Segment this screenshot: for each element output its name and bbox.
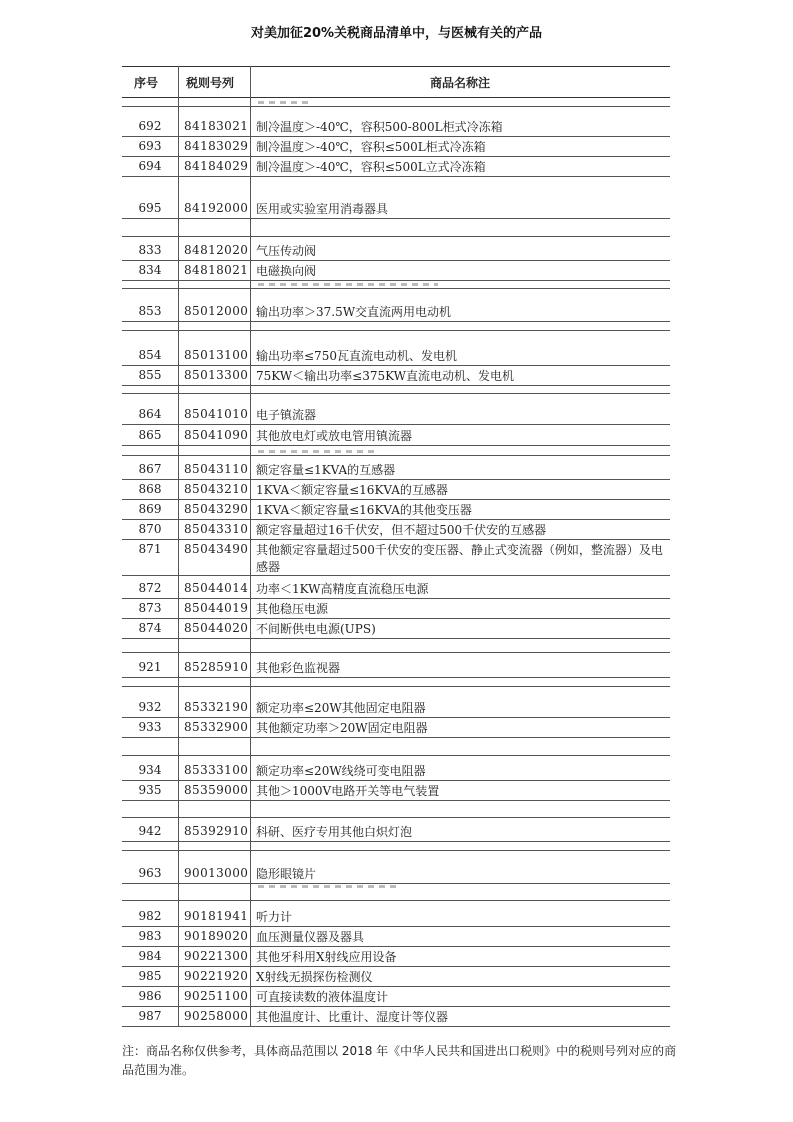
group-separator (122, 393, 670, 394)
product-name: 医用或实验室用消毒器具 (256, 202, 389, 216)
product-name: 其他额定容量超过500千伏安的变压器、静止式变流器（例如，整流器）及电感器 (256, 543, 663, 574)
table-row (122, 1006, 670, 1027)
product-name: 血压测量仪器及器具 (256, 930, 365, 944)
row-number: 872 (138, 581, 162, 595)
row-number: 870 (138, 522, 162, 536)
group-separator (122, 106, 670, 107)
tariff-code: 85332190 (184, 700, 249, 714)
table-row (122, 301, 670, 322)
row-number: 834 (138, 263, 162, 277)
tariff-code: 90189020 (184, 929, 249, 943)
product-name: 其他额定功率＞20W固定电阻器 (256, 721, 428, 735)
row-number: 985 (138, 969, 162, 983)
product-name: 其他稳压电源 (256, 602, 329, 616)
group-separator (122, 817, 670, 818)
table-row (122, 260, 670, 281)
group-separator (122, 850, 670, 851)
column-divider (178, 66, 179, 1026)
product-name: 电子镇流器 (256, 408, 317, 422)
row-number: 982 (138, 909, 162, 923)
product-name: 电磁换向阀 (256, 264, 317, 278)
tariff-code: 85044019 (184, 601, 249, 615)
product-name: 听力计 (256, 910, 293, 924)
product-name: 额定功率≤20W其他固定电阻器 (256, 701, 426, 715)
group-separator (122, 455, 670, 456)
product-name: 其他牙科用X射线应用设备 (256, 950, 397, 964)
row-number: 869 (138, 502, 162, 516)
table-row (122, 863, 670, 884)
row-number: 934 (138, 763, 162, 777)
product-name: 1KVA＜额定容量≤16KVA的其他变压器 (256, 503, 472, 517)
row-number: 692 (138, 119, 162, 133)
product-name: 1KVA＜额定容量≤16KVA的互感器 (256, 483, 448, 497)
tariff-code: 85012000 (184, 304, 249, 318)
tariff-code: 85043210 (184, 482, 249, 496)
row-number: 921 (138, 660, 162, 674)
group-separator (122, 900, 670, 901)
cropped-text (258, 101, 308, 104)
product-name: 其他彩色监视器 (256, 661, 341, 675)
row-number: 868 (138, 482, 162, 496)
tariff-code: 85332900 (184, 720, 249, 734)
table-row (122, 365, 670, 386)
row-number: 874 (138, 621, 162, 635)
tariff-code: 90181941 (184, 909, 249, 923)
group-separator (122, 755, 670, 756)
table-row (122, 519, 670, 540)
row-number: 986 (138, 989, 162, 1003)
row-number: 987 (138, 1009, 162, 1023)
row-number: 867 (138, 462, 162, 476)
product-name: 其他放电灯或放电管用镇流器 (256, 429, 413, 443)
table-row (122, 198, 670, 219)
product-name: 隐形眼镜片 (256, 867, 317, 881)
tariff-code: 90258000 (184, 1009, 249, 1023)
tariff-code: 84818021 (184, 263, 249, 277)
product-name: 额定功率≤20W线绕可变电阻器 (256, 764, 426, 778)
table-row (122, 479, 670, 500)
tariff-code: 84183021 (184, 119, 249, 133)
row-number: 855 (138, 368, 162, 382)
cropped-text (258, 450, 378, 453)
table-row (122, 539, 670, 576)
group-separator (122, 686, 670, 687)
product-name: 制冷温度＞-40℃，容积500-800L柜式冷冻箱 (256, 120, 503, 134)
tariff-code: 90221920 (184, 969, 249, 983)
tariff-code: 84183029 (184, 139, 249, 153)
tariff-code: 85333100 (184, 763, 249, 777)
product-name: 其他温度计、比重计、湿度计等仪器 (256, 1010, 449, 1024)
product-name: 不间断供电电源(UPS) (256, 622, 376, 636)
tariff-code: 85041090 (184, 428, 249, 442)
row-number: 833 (138, 243, 162, 257)
table-row (122, 926, 670, 947)
column-divider (250, 66, 251, 1026)
row-number: 854 (138, 348, 162, 362)
tariff-code: 85013300 (184, 368, 249, 382)
row-number: 942 (138, 824, 162, 838)
table-row (122, 578, 670, 599)
row-number: 983 (138, 929, 162, 943)
tariff-code: 90013000 (184, 866, 249, 880)
product-name: 制冷温度＞-40℃，容积≤500L柜式冷冻箱 (256, 140, 486, 154)
table-row (122, 986, 670, 1007)
table-row (122, 760, 670, 781)
tariff-code: 85044020 (184, 621, 249, 635)
row-number: 695 (138, 201, 162, 215)
row-number: 935 (138, 783, 162, 797)
row-number: 694 (138, 159, 162, 173)
table-header (122, 66, 670, 98)
product-name: 75KW＜输出功率≤375KW直流电动机、发电机 (256, 369, 514, 383)
product-name: 其他＞1000V电路开关等电气装置 (256, 784, 440, 798)
tariff-code: 84812020 (184, 243, 249, 257)
row-number: 864 (138, 407, 162, 421)
product-name: X射线无损探伤检测仪 (256, 970, 373, 984)
tariff-code: 90221300 (184, 949, 249, 963)
tariff-code: 85041010 (184, 407, 249, 421)
table-row (122, 821, 670, 842)
group-separator (122, 236, 670, 237)
table-row (122, 657, 670, 678)
tariff-code: 85043490 (184, 542, 249, 556)
table-row (122, 966, 670, 987)
table-row (122, 240, 670, 261)
header-code: 税则号列 (186, 76, 235, 90)
row-number: 873 (138, 601, 162, 615)
product-name: 功率＜1KW高精度直流稳压电源 (256, 582, 429, 596)
tariff-code: 85285910 (184, 660, 249, 674)
group-separator (122, 330, 670, 331)
table-row (122, 156, 670, 177)
tariff-code: 84184029 (184, 159, 249, 173)
header-name: 商品名称注 (430, 76, 491, 90)
row-number: 984 (138, 949, 162, 963)
tariff-code: 84192000 (184, 201, 249, 215)
header-no: 序号 (134, 76, 159, 90)
table-row (122, 780, 670, 801)
table-row (122, 906, 670, 927)
row-number: 963 (138, 866, 162, 880)
footnote: 注：商品名称仅供参考，具体商品范围以 2018 年《中华人民共和国进出口税则》中的税则号列对应的商品范围为准。 (122, 1044, 677, 1077)
row-number: 871 (138, 542, 162, 556)
table-row (122, 717, 670, 738)
table-row (122, 697, 670, 718)
table-row (122, 345, 670, 366)
group-separator (122, 652, 670, 653)
row-number: 853 (138, 304, 162, 318)
cropped-text (258, 885, 398, 888)
tariff-code: 85044014 (184, 581, 249, 595)
table-row (122, 136, 670, 157)
row-number: 933 (138, 720, 162, 734)
product-name: 可直接读数的液体温度计 (256, 990, 389, 1004)
table-row (122, 425, 670, 446)
product-name: 气压传动阀 (256, 244, 317, 258)
product-name: 额定容量≤1KVA的互感器 (256, 463, 396, 477)
tariff-code: 85359000 (184, 783, 249, 797)
tariff-code: 85043290 (184, 502, 249, 516)
table-row (122, 116, 670, 137)
tariff-code: 85043110 (184, 462, 249, 476)
product-name: 输出功率≤750瓦直流电动机、发电机 (256, 349, 457, 363)
page-title: 对美加征20%关税商品清单中，与医械有关的产品 (250, 26, 543, 41)
table-row (122, 499, 670, 520)
row-number: 865 (138, 428, 162, 442)
cropped-text (258, 283, 438, 286)
product-name: 额定容量超过16千伏安，但不超过500千伏安的互感器 (256, 523, 547, 537)
row-number: 693 (138, 139, 162, 153)
product-name: 科研、医疗专用其他白炽灯泡 (256, 825, 413, 839)
tariff-code: 85013100 (184, 348, 249, 362)
tariff-code: 90251100 (184, 989, 249, 1003)
table-row (122, 618, 670, 639)
table-row (122, 404, 670, 425)
row-number: 932 (138, 700, 162, 714)
table-row (122, 598, 670, 619)
product-name: 输出功率＞37.5W交直流两用电动机 (256, 305, 452, 319)
table-row (122, 946, 670, 967)
table-row (122, 459, 670, 480)
tariff-code: 85043310 (184, 522, 249, 536)
group-separator (122, 288, 670, 289)
tariff-code: 85392910 (184, 824, 249, 838)
product-name: 制冷温度＞-40℃，容积≤500L立式冷冻箱 (256, 160, 486, 174)
